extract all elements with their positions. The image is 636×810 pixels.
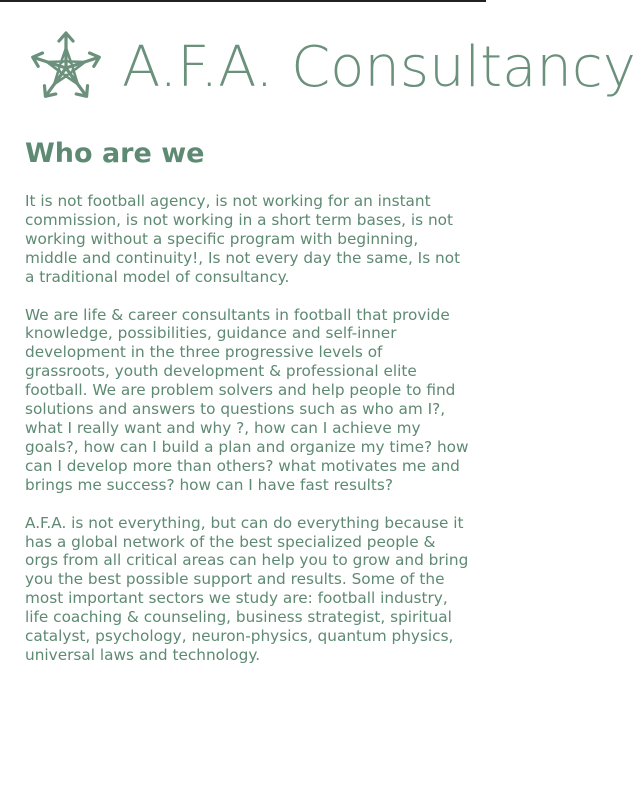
star-arrows-logo-icon[interactable]	[26, 28, 106, 108]
top-border	[0, 0, 486, 2]
brand-name[interactable]: A.F.A. Consultancy	[122, 35, 636, 100]
about-paragraph-1: It is not football agency, is not working for an instant commission, is not working in a short term bases, is not working without a specific program with beginning, middle and continuity!, Is not every day the same, Is not a traditional model of consultancy.	[25, 192, 461, 286]
section-heading: Who are we	[25, 138, 205, 169]
about-paragraph-3: A.F.A. is not everything, but can do everything because it has a global network of the best specialized people & orgs from all critical areas can help you to grow and bring you the best possible support and results. Some of the most important sectors we study are: football industry, life coaching & counseling, business strategist, spiritual catalyst, psychology, neuron-physics, quantum physics, universal laws and technology.	[25, 513, 469, 664]
about-section	[25, 136, 470, 665]
site-header	[0, 24, 636, 114]
about-paragraph-2: We are life & career consultants in football that provide knowledge, possibilities, guidance and self-inner development in the three progressive levels of grassroots, youth development & professional elite football. We are problem solvers and help people to find solutions and answers to questions such as who am I?, what I really want and why ?, how can I achieve my goals?, how can I build a plan and organize my time? how can I develop more than others? what motivates me and brings me success? how can I have fast results?	[25, 305, 469, 494]
